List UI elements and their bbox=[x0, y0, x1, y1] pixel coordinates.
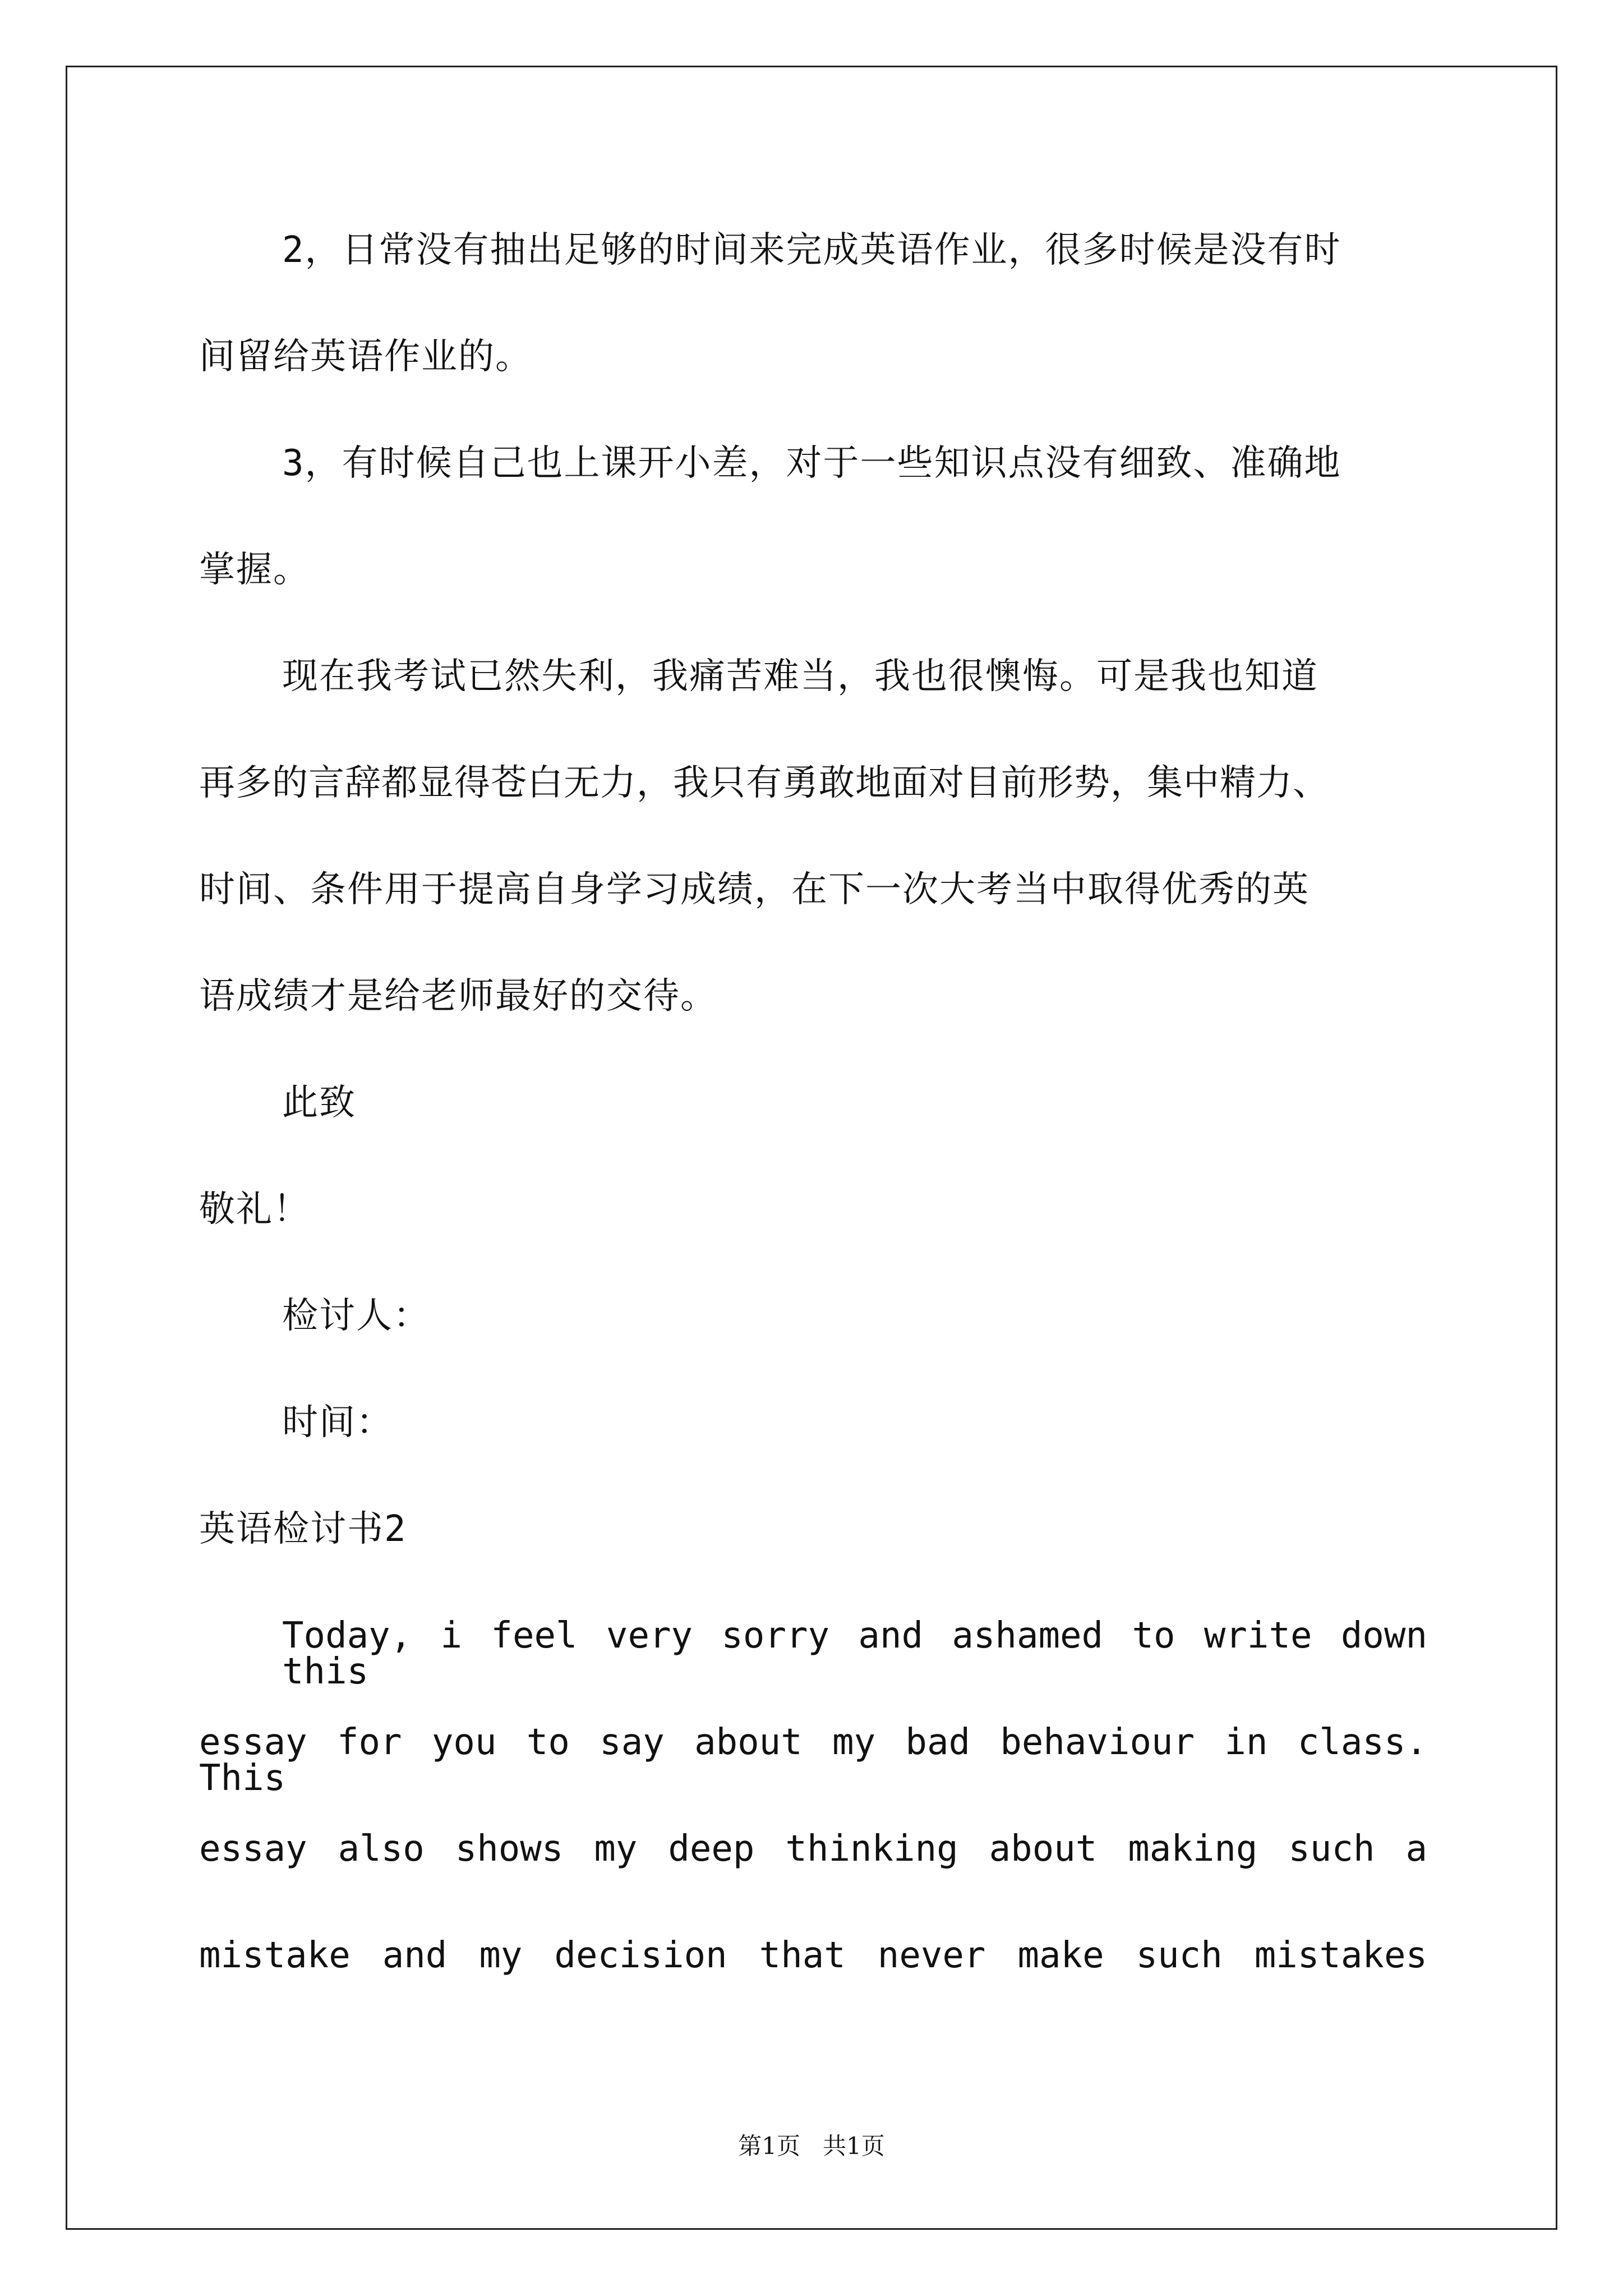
date-label: 时间： bbox=[282, 1402, 393, 1443]
paragraph-line: 间留给英语作业的。 bbox=[199, 336, 532, 378]
english-line: Today, i feel very sorry and ashamed to write down this bbox=[282, 1615, 1427, 1692]
paragraph-line: 现在我考试已然失利，我痛苦难当，我也很懊悔。可是我也知道 bbox=[282, 656, 1318, 697]
paragraph-line: 时间、条件用于提高自身学习成绩，在下一次大考当中取得优秀的英 bbox=[199, 869, 1310, 910]
english-line: mistake and my decision that never make such mistakes bbox=[199, 1935, 1427, 1976]
paragraph-line: 3，有时候自己也上课开小差，对于一些知识点没有细致、准确地 bbox=[282, 443, 1341, 484]
closing-regards: 敬礼！ bbox=[199, 1189, 310, 1230]
paragraph-line: 语成绩才是给老师最好的交待。 bbox=[199, 976, 717, 1017]
paragraph-line: 掌握。 bbox=[199, 549, 310, 591]
closing-salutation: 此致 bbox=[282, 1082, 356, 1124]
paragraph-line: 再多的言辞都显得苍白无力，我只有勇敢地面对目前形势，集中精力、 bbox=[199, 762, 1329, 804]
english-line: essay for you to say about my bad behaviour in class. This bbox=[199, 1722, 1427, 1799]
paragraph-line: 2，日常没有抽出足够的时间来完成英语作业，很多时候是没有时 bbox=[282, 229, 1341, 271]
signature-label: 检讨人： bbox=[282, 1295, 430, 1337]
english-line: essay also shows my deep thinking about making such a bbox=[199, 1828, 1427, 1870]
section-title: 英语检讨书2 bbox=[199, 1508, 407, 1550]
page-number-footer: 第1页 共1页 bbox=[738, 2132, 885, 2160]
page-border bbox=[66, 66, 1557, 2230]
